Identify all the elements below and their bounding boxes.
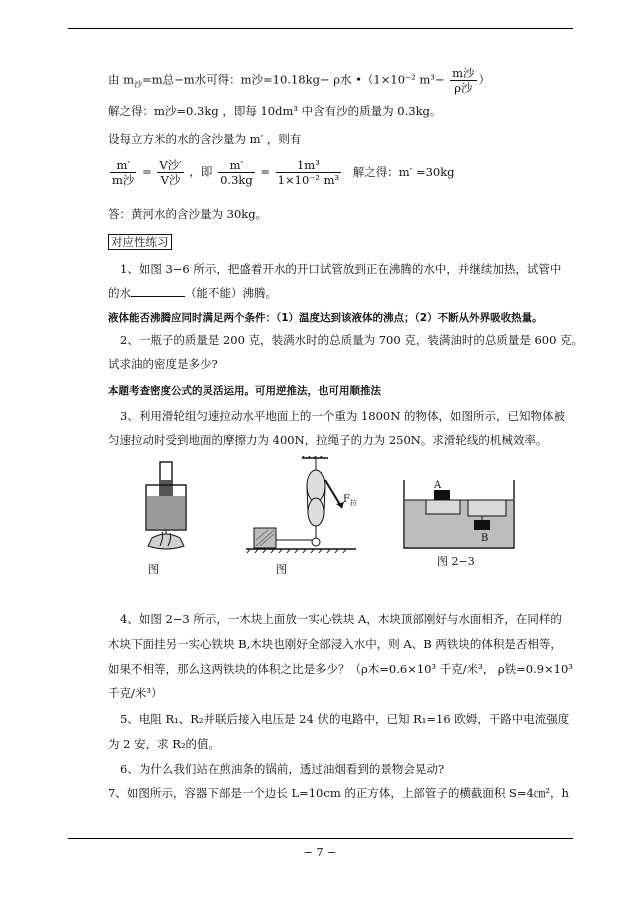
q7-line: 7、如图所示，容器下部是一个边长 L=10cm 的正方体，上部管子的横截面积 S=4㎝²，h	[108, 786, 569, 800]
q4-line-b: 木块下面挂另一实心铁块 B,木块也刚好全部浸入水中，则 A、B 两铁块的体积是否相等，	[108, 637, 562, 651]
figure-wood-iron-blocks	[402, 478, 516, 550]
fraction-m-over-rho: $\frac{\text{m沙}}{\text{ρ沙}}$	[452, 66, 475, 95]
figure-pulley-system	[246, 456, 356, 556]
q2-line-b: 试求油的密度是多少?	[108, 357, 218, 371]
q4-line-d: 千克/米³）	[108, 686, 163, 700]
section-heading: 对应性练习	[108, 234, 172, 250]
q6-line: 6、为什么我们站在煎油条的锅前，透过油烟看到的景物会晃动?	[120, 762, 444, 776]
line-1: 由 $m_沙=m$总−m水可得：m沙=10.18kg− ρ水 •（1×10⁻² m³− $\frac{\text{m沙}}{\text{ρ沙}}$ ）	[108, 66, 491, 95]
answer-blank	[131, 285, 185, 297]
q2-line-a: 2、一瓶子的质量是 200 克，装满水时的总质量为 700 克，装满油时的总质量是 600 克。	[120, 333, 584, 347]
q1-line-a: 1、如图 3−6 所示，把盛着开水的开口试管放到正在沸腾的水中，并继续加热，试管中	[120, 262, 562, 276]
q2-hint: 本题考查密度公式的灵活运用。可用逆推法，也可用顺推法	[108, 385, 381, 397]
fraction-4: $\frac{\text{1m³}}{\text{1×10⁻² m³}}$	[277, 158, 340, 187]
q5-line-a: 5、电阻 R₁、R₂并联后接入电压是 24 伏的电路中，已知 R₁=16 欧姆，干路中电流强度	[120, 712, 570, 726]
q1-line-b: 的水 （能不能）沸腾。	[108, 286, 277, 300]
page-number: − 7 −	[303, 846, 337, 859]
force-label: $F_拉$	[343, 494, 357, 507]
footer-rule	[68, 838, 573, 839]
line-3: 设每立方米的水的含沙量为 m′ ，则有	[108, 132, 302, 146]
answer-line: 答：黄河水的含沙量为 30kg。	[108, 207, 268, 221]
header-rule	[68, 28, 573, 29]
figure-1-caption: 图	[148, 563, 159, 576]
q3-line-a: 3、利用滑轮组匀速拉动水平地面上的一个重为 1800N 的物体，如图所示，已知物体被	[120, 409, 565, 423]
q4-line-c: 如果不相等，那么这两铁块的体积之比是多少？（ρ木=0.6×10³ 千克/米³， ρ铁=0.9×10³	[108, 662, 573, 676]
q4-line-a: 4、如图 2−3 所示，一木块上面放一实心铁块 A，木块顶部刚好与水面相齐，在同样的	[120, 612, 562, 626]
q3-line-b: 匀速拉动时受到地面的摩擦力为 400N，拉绳子的力为 250N。求滑轮线的机械效率。	[108, 433, 548, 447]
fraction-3: $\frac{m'}{0.3kg}$	[220, 158, 253, 187]
line-2: 解之得：m沙=0.3kg ，即每 10dm³ 中含有沙的质量为 0.3kg。	[108, 104, 442, 118]
figure-test-tube-beaker	[140, 460, 200, 560]
equation-line: $\frac{m'}{\text{m沙}}$ = $\frac{\text{V沙′}}{\text{V沙}}$ ，即 $\frac{m'}{0.3kg}$ = $\frac{\text{1m³}}{\text{1×10⁻² m³}}$ 解之得：m′ =30kg	[112, 158, 455, 187]
fraction-1: $\frac{m'}{\text{m沙}}$	[112, 158, 135, 187]
label-block-b: B	[481, 533, 489, 544]
q1-hint: 液体能否沸腾应同时满足两个条件：（1）温度达到该液体的沸点；（2）不断从外界吸收热量。	[108, 312, 543, 324]
q5-line-b: 为 2 安，求 R₂的值。	[108, 737, 221, 751]
label-block-a: A	[434, 480, 442, 491]
figure-2-caption: 图	[276, 563, 287, 576]
fraction-2: $\frac{\text{V沙′}}{\text{V沙}}$	[159, 158, 182, 187]
figure-3-caption: 图 2−3	[437, 555, 475, 568]
